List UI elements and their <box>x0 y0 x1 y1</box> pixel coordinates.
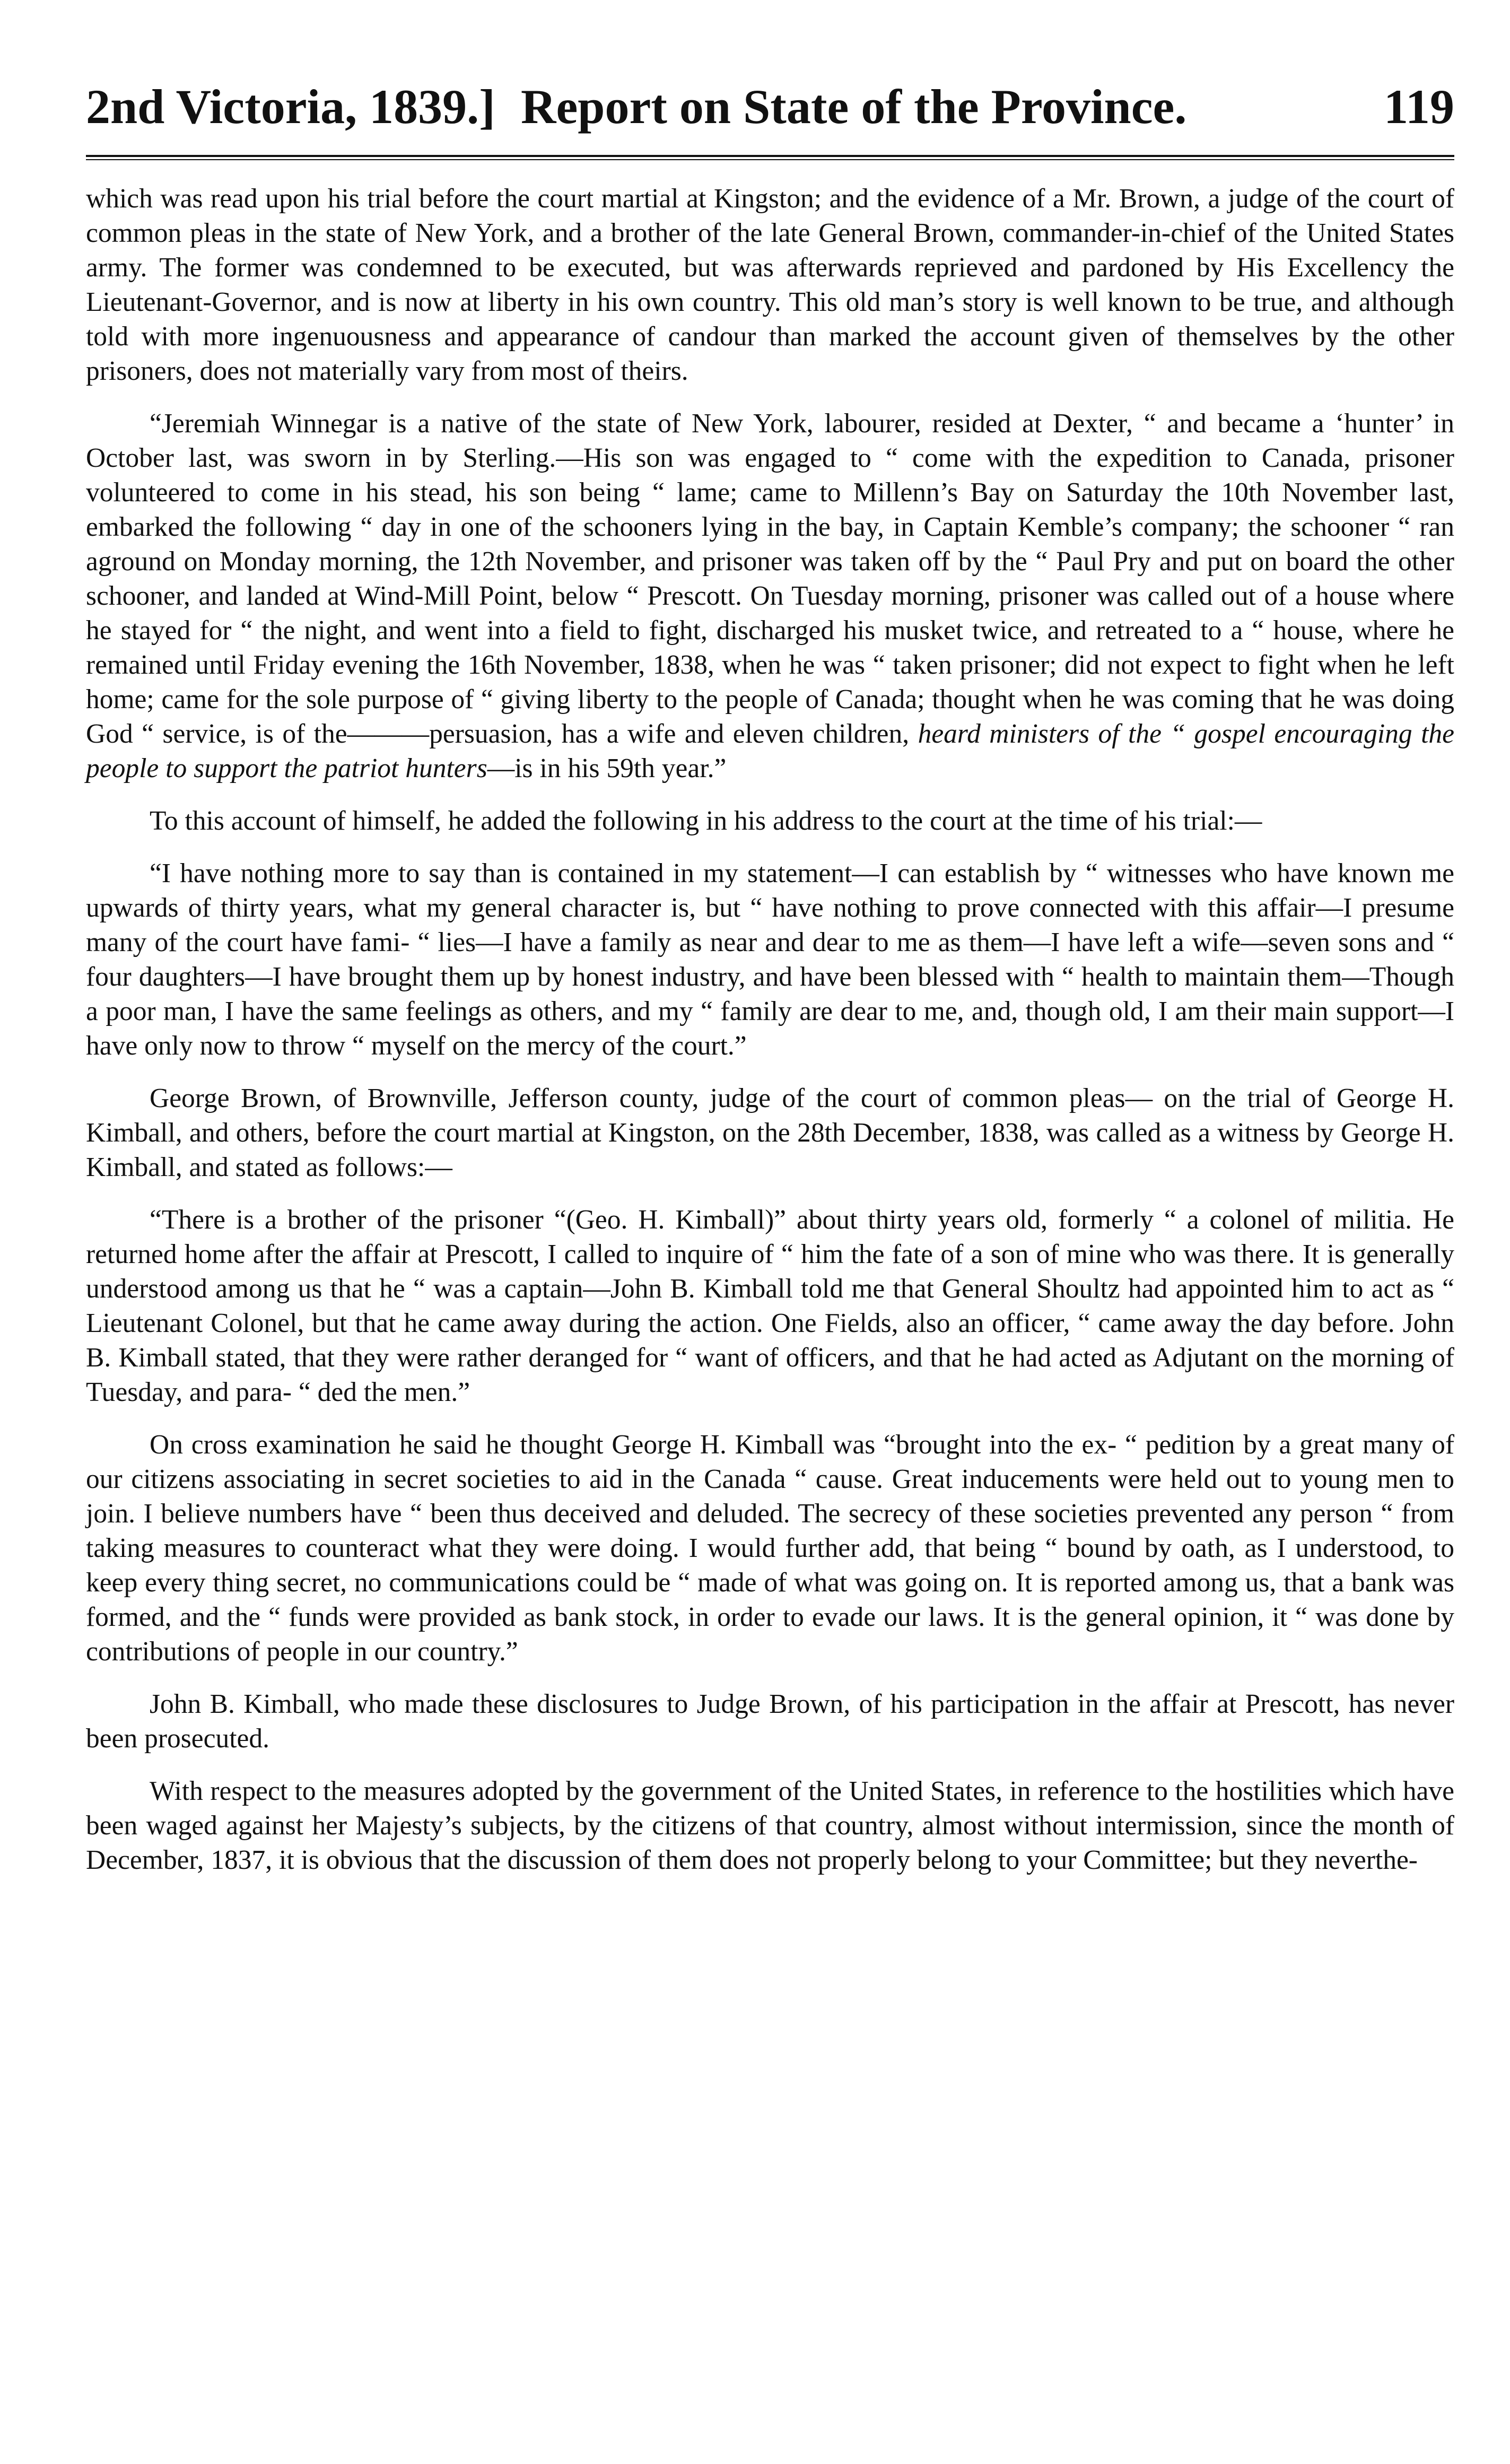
running-header <box>86 64 1454 133</box>
paragraph-1: which was read upon his trial before the court martial at Kingston; and the evidence of a Mr. Brown, a judge of the court of common pleas in the state of New York, and a brother of the late General Brown, commander-in-chief of the United States army. The former was condemned to be executed, but was afterwards reprieved and pardoned by His Excellency the Lieutenant-Governor, and is now at liberty in his own country. This old man’s story is well known to be true, and although told with more ingenuousness and appearance of candour than marked the account given of themselves by the other prisoners, does not materially vary from most of theirs. <box>86 184 1454 386</box>
paragraph-8: John B. Kimball, who made these disclosures to Judge Brown, of his participation in the affair at Prescott, has never been prosecuted. <box>86 1689 1454 1754</box>
paragraph-2-text: “Jeremiah Winnegar is a native of the state of New York, labourer, resided at Dexter, “ and became a ‘hunter’ in October last, was sworn in by Sterling.—His son was engaged to “ come with the expedition to Canada, prisoner volunteered to come in his stead, his son being “ lame; came to Millenn’s Bay on Saturday the 10th November last, embarked the following “ day in one of the schooners lying in the bay, in Captain Kemble’s company; the schooner “ ran aground on Monday morning, the 12th November, and prisoner was taken off by the “ Paul Pry and put on board the other schooner, and landed at Wind-Mill Point, below “ Prescott. On Tuesday morning, prisoner was called out of a house where he stayed for “ the night, and went into a field to fight, discharged his musket twice, and retreated to a “ house, where he remained until Friday evening the 16th November, 1838, when he was “ taken prisoner; did not expect to fight when he left home; came for the sole purpose of “ giving liberty to the people of Canada; thought when he was coming that he was doing God “ service, is of the———persuasion, has a wife and eleven children, <box>86 408 1454 749</box>
paragraph-2-tail: —is in his 59th year.” <box>487 753 727 783</box>
paragraph-7-cross-examination: On cross examination he said he thought George H. Kimball was “brought into the ex- “ pedition by a great many of our citizens associating in secret societies to aid in the Canada “ cause. Great inducements were held out to young men to join. I believe numbers have “ been thus deceived and deluded. The secrecy of these societies prevented any person “ from taking measures to counteract what they were doing. I would further add, that being “ bound by oath, as I understood, to keep every thing secret, no communications could be “ made of what was going on. It is reported among us, that a bank was formed, and the “ funds were provided as bank stock, in order to evade our laws. It is the general opinion, it “ was done by contributions of people in our country.” <box>86 1430 1454 1667</box>
paragraph-2-italic: heard ministers of the “ gospel encouraging the people to support the patriot hunters <box>86 719 1454 783</box>
paragraph-6-brown-testimony: “There is a brother of the prisoner “(Geo. H. Kimball)” about thirty years old, formerly “ a colonel of militia. He returned home after the affair at Prescott, I called to inquire of “ him the fate of a son of mine who was there. It is generally understood among us that he “ was a captain—John B. Kimball told me that General Shoultz had appointed him to act as “ Lieutenant Colonel, but that he came away during the action. One Fields, also an officer, “ came away the day before. John B. Kimball stated, that they were rather deranged for “ want of officers, and that he had acted as Adjutant on the morning of Tuesday, and para- “ ded the men.” <box>86 1205 1454 1407</box>
document-page <box>86 64 1454 1875</box>
paragraph-2-winnegar-statement <box>86 406 1454 786</box>
paragraph-3: To this account of himself, he added the following in his address to the court at the time of his trial:— <box>150 806 1262 836</box>
header-rule <box>86 155 1454 157</box>
header-rule-thin <box>86 159 1454 160</box>
page-number: 119 <box>1384 80 1454 134</box>
paragraph-5: George Brown, of Brownville, Jefferson county, judge of the court of common pleas— on the trial of George H. Kimball, and others, before the court martial at Kingston, on the 28th December, 1838, was called as a witness by George H. Kimball, and stated as follows:— <box>86 1083 1454 1182</box>
header-session: 2nd Victoria, 1839.] <box>86 80 495 134</box>
paragraph-9: With respect to the measures adopted by the government of the United States, in reference to the hostilities which have been waged against her Majesty’s subjects, by the citizens of that country, almost without intermission, since the month of December, 1837, it is obvious that the discussion of them does not properly belong to your Committee; but they neverthe- <box>86 1776 1454 1875</box>
body-text <box>86 181 1454 1895</box>
header-title: Report on State of the Province. <box>521 80 1187 134</box>
paragraph-4-address: “I have nothing more to say than is contained in my statement—I can establish by “ witnesses who have known me upwards of thirty years, what my general character is, but “ have nothing to prove connected with this affair—I presume many of the court have fami- “ lies—I have a family as near and dear to me as them—I have left a wife—seven sons and “ four daughters—I have brought them up by honest industry, and have been blessed with “ health to maintain them—Though a poor man, I have the same feelings as others, and my “ family are dear to me, and, though old, I am their main support—I have only now to throw “ myself on the mercy of the court.” <box>86 858 1454 1061</box>
